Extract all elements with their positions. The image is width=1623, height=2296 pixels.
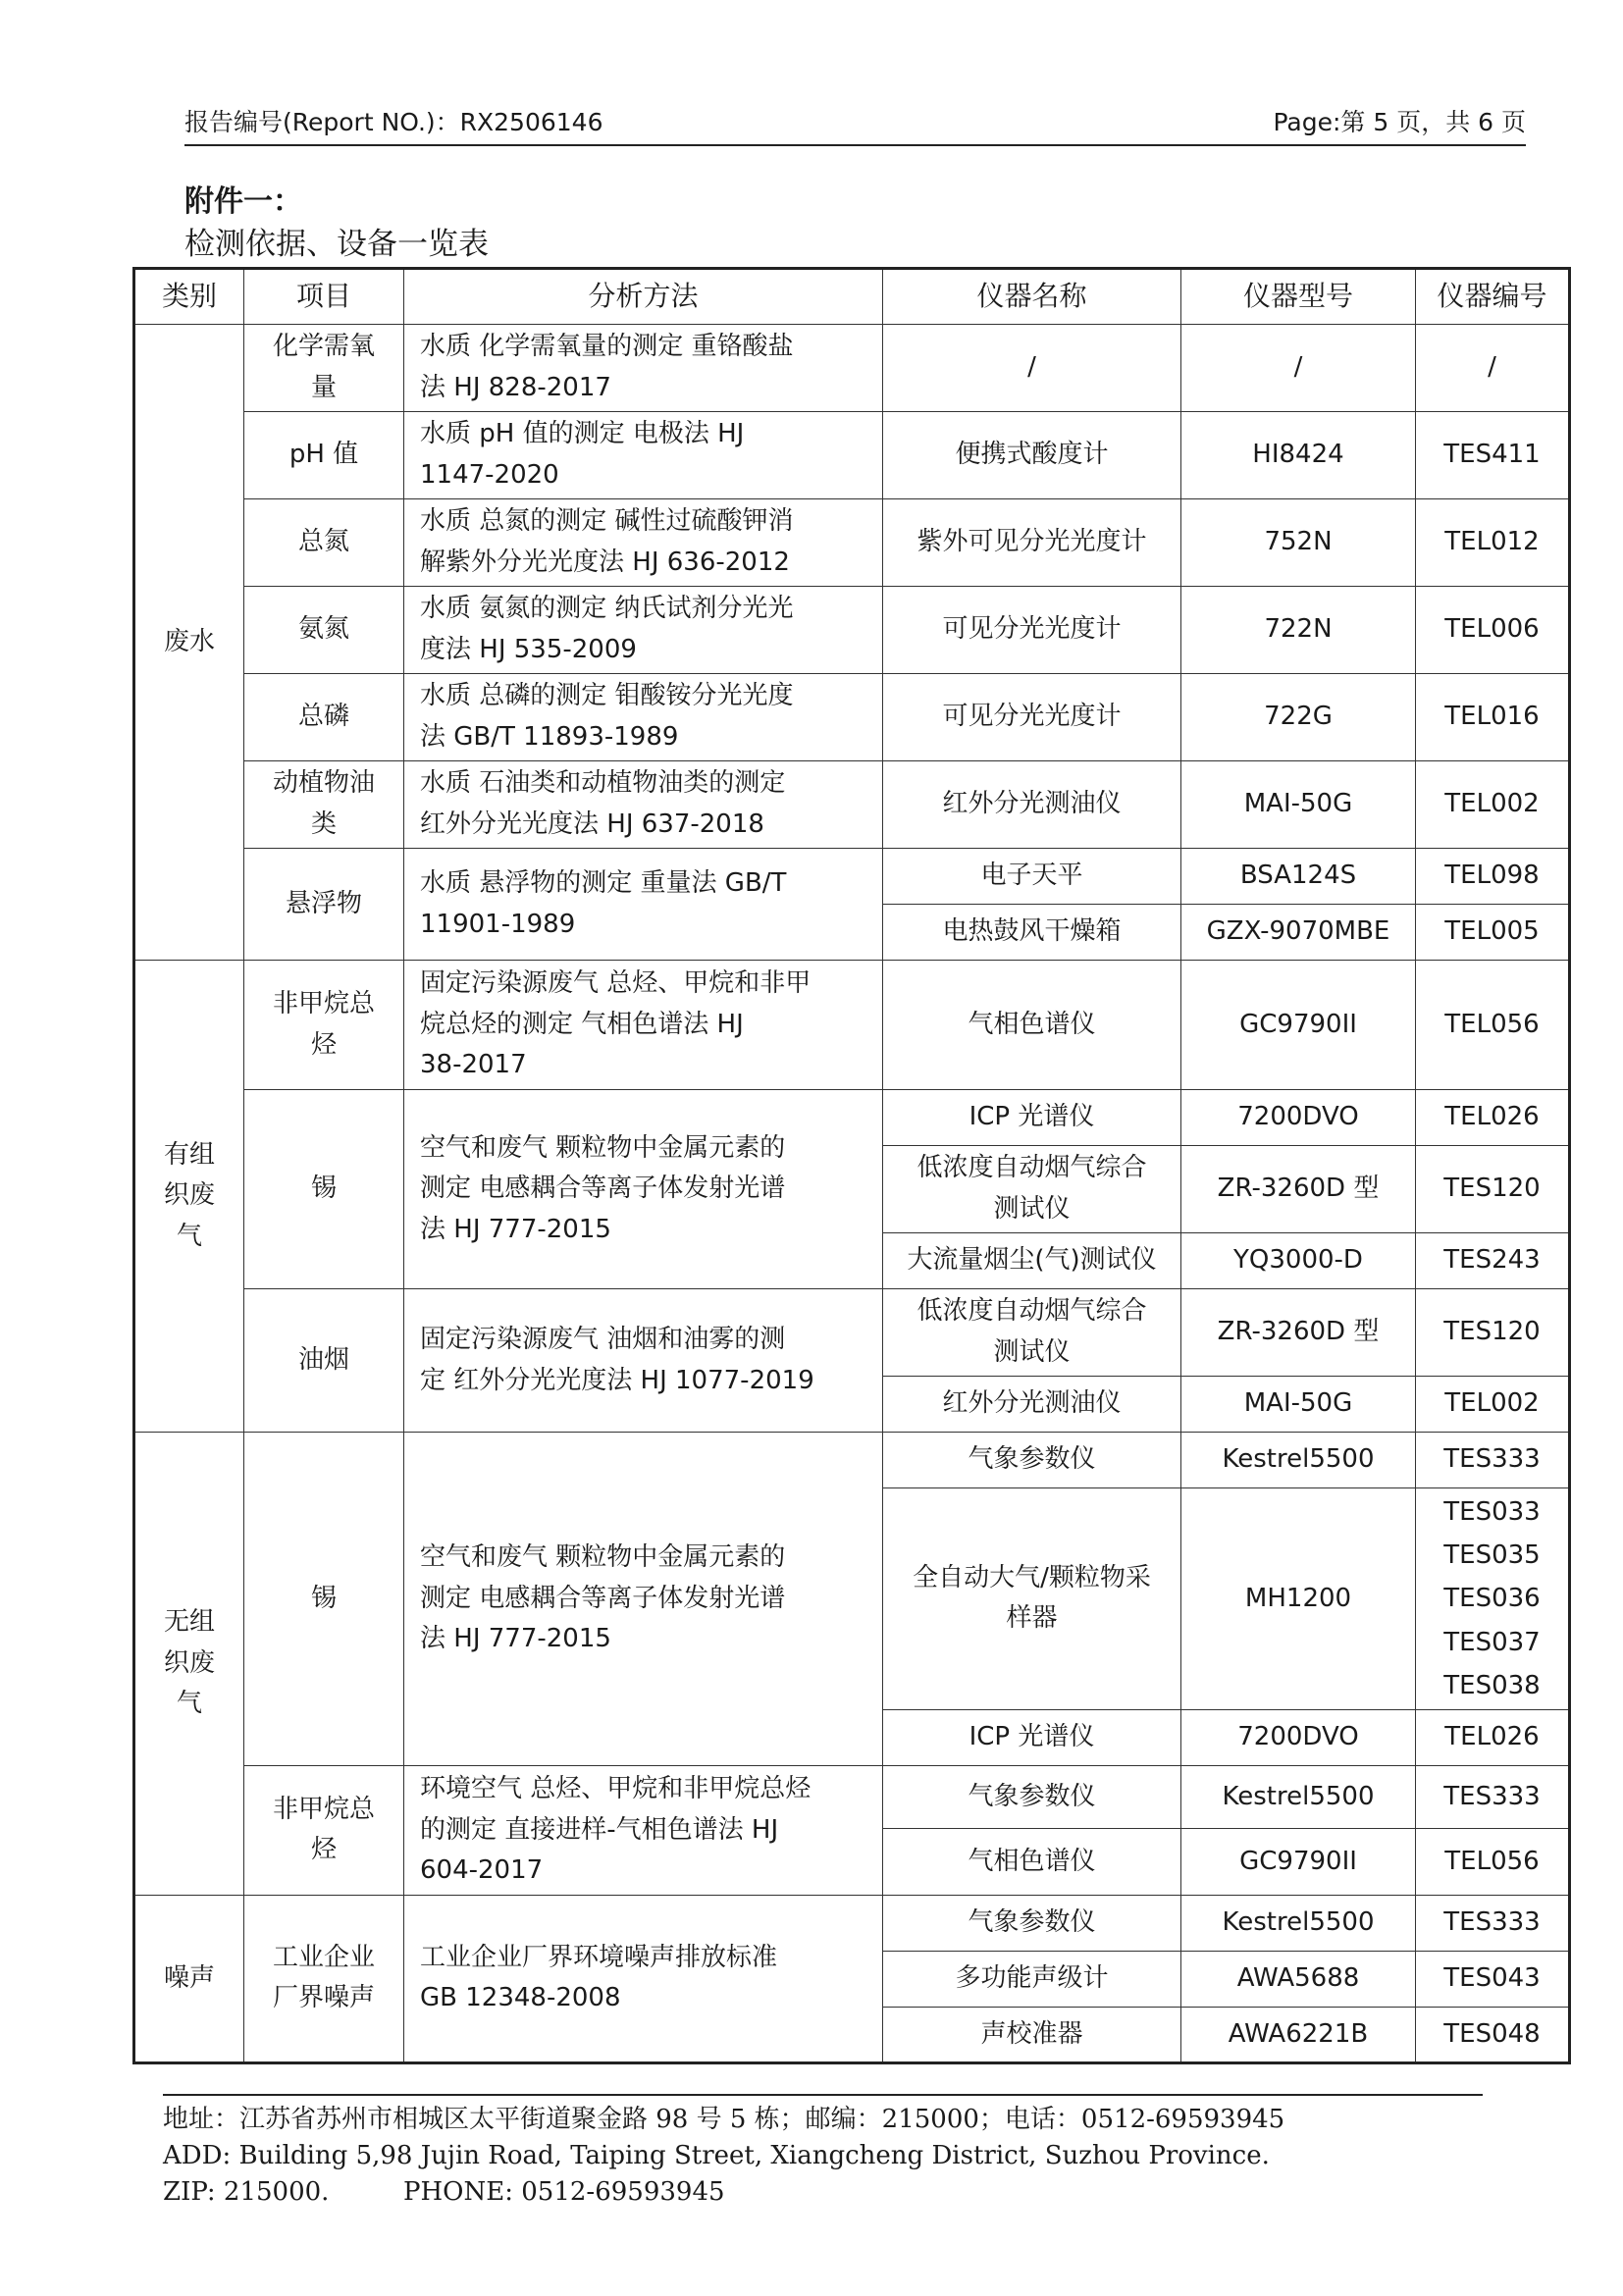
method-cell: 水质 总氮的测定 碱性过硫酸钾消 解紫外分光光度法 HJ 636-2012 (404, 499, 883, 587)
instrument-code-cell: TEL002 (1416, 761, 1570, 849)
table-row (134, 849, 1570, 905)
table-row (134, 1289, 1570, 1377)
instrument-model-cell: 7200DVO (1181, 1090, 1416, 1146)
instrument-name-cell: 低浓度自动烟气综合 测试仪 (883, 1146, 1181, 1233)
table-row (134, 1895, 1570, 1951)
instrument-model-cell: 7200DVO (1181, 1709, 1416, 1765)
instrument-name-cell: 低浓度自动烟气综合 测试仪 (883, 1289, 1181, 1377)
instrument-model-cell: Kestrel5500 (1181, 1895, 1416, 1951)
instrument-name-cell: 可见分光光度计 (883, 674, 1181, 761)
instrument-model-cell: Kestrel5500 (1181, 1433, 1416, 1488)
instrument-name-cell: 电子天平 (883, 849, 1181, 905)
instrument-code-cell: TEL056 (1416, 1828, 1570, 1895)
instrument-code-cell: TES043 (1416, 1951, 1570, 2007)
item-cell: 非甲烷总 烃 (244, 1765, 404, 1895)
method-cell: 工业企业厂界环境噪声排放标准 GB 12348-2008 (404, 1895, 883, 2062)
page-number: Page:第 5 页，共 6 页 (1273, 108, 1526, 136)
header-row (134, 269, 1570, 325)
instrument-code-cell: TEL005 (1416, 905, 1570, 961)
method-cell: 水质 悬浮物的测定 重量法 GB/T 11901-1989 (404, 849, 883, 961)
footer-zip-phone (163, 2174, 1483, 2211)
instrument-model-cell: YQ3000-D (1181, 1233, 1416, 1289)
instrument-model-cell: MAI-50G (1181, 761, 1416, 849)
method-cell: 空气和废气 颗粒物中金属元素的 测定 电感耦合等离子体发射光谱 法 HJ 777-2015 (404, 1090, 883, 1289)
item-cell: 工业企业 厂界噪声 (244, 1895, 404, 2062)
instrument-name-cell: 气相色谱仪 (883, 1828, 1181, 1895)
instrument-name-cell: 声校准器 (883, 2007, 1181, 2062)
equipment-table (132, 267, 1571, 2064)
instrument-model-cell: 722G (1181, 674, 1416, 761)
instrument-name-cell: 大流量烟尘(气)测试仪 (883, 1233, 1181, 1289)
table-row (134, 587, 1570, 674)
item-cell: 悬浮物 (244, 849, 404, 961)
instrument-model-cell: MAI-50G (1181, 1377, 1416, 1433)
table-row (134, 325, 1570, 412)
instrument-name-cell: 气象参数仪 (883, 1895, 1181, 1951)
instrument-name-cell: ICP 光谱仪 (883, 1709, 1181, 1765)
method-cell: 固定污染源废气 油烟和油雾的测 定 红外分光光度法 HJ 1077-2019 (404, 1289, 883, 1433)
instrument-model-cell: GZX-9070MBE (1181, 905, 1416, 961)
method-cell: 水质 氨氮的测定 纳氏试剂分光光 度法 HJ 535-2009 (404, 587, 883, 674)
instrument-model-cell: BSA124S (1181, 849, 1416, 905)
instrument-code-cell: TEL016 (1416, 674, 1570, 761)
footer-zip: ZIP: 215000. (163, 2177, 330, 2207)
table-row (134, 1090, 1570, 1146)
instrument-code-cell: TES411 (1416, 412, 1570, 499)
instrument-model-cell: GC9790II (1181, 1828, 1416, 1895)
table-row (134, 761, 1570, 849)
item-cell: 锡 (244, 1090, 404, 1289)
instrument-model-cell: HI8424 (1181, 412, 1416, 499)
instrument-code-cell: / (1416, 325, 1570, 412)
footer-phone: PHONE: 0512-69593945 (403, 2177, 725, 2207)
item-cell: 动植物油 类 (244, 761, 404, 849)
category-cell: 有组 织废 气 (134, 961, 244, 1433)
col-header-instrument-model: 仪器型号 (1181, 269, 1416, 325)
instrument-model-cell: AWA6221B (1181, 2007, 1416, 2062)
col-header-item: 项目 (244, 269, 404, 325)
page-footer (163, 2094, 1483, 2211)
method-cell: 水质 化学需氧量的测定 重铬酸盐 法 HJ 828-2017 (404, 325, 883, 412)
annex-subtitle: 检测依据、设备一览表 (184, 227, 489, 262)
instrument-name-cell: 可见分光光度计 (883, 587, 1181, 674)
instrument-code-cell: TES120 (1416, 1146, 1570, 1233)
table-row (134, 674, 1570, 761)
item-cell: 总磷 (244, 674, 404, 761)
instrument-model-cell: ZR-3260D 型 (1181, 1289, 1416, 1377)
method-cell: 环境空气 总烃、甲烷和非甲烷总烃 的测定 直接进样-气相色谱法 HJ 604-2017 (404, 1765, 883, 1895)
item-cell: 化学需氧 量 (244, 325, 404, 412)
instrument-model-cell: / (1181, 325, 1416, 412)
method-cell: 水质 pH 值的测定 电极法 HJ 1147-2020 (404, 412, 883, 499)
instrument-name-cell: 红外分光测油仪 (883, 761, 1181, 849)
table-row (134, 1765, 1570, 1828)
item-cell: 氨氮 (244, 587, 404, 674)
instrument-model-cell: GC9790II (1181, 961, 1416, 1090)
instrument-model-cell: ZR-3260D 型 (1181, 1146, 1416, 1233)
instrument-code-cell: TES243 (1416, 1233, 1570, 1289)
instrument-name-cell: 全自动大气/颗粒物采 样器 (883, 1488, 1181, 1710)
instrument-name-cell: 气象参数仪 (883, 1433, 1181, 1488)
category-cell: 噪声 (134, 1895, 244, 2062)
instrument-name-cell: 电热鼓风干燥箱 (883, 905, 1181, 961)
col-header-instrument-name: 仪器名称 (883, 269, 1181, 325)
instrument-code-cell: TEL098 (1416, 849, 1570, 905)
instrument-model-cell: MH1200 (1181, 1488, 1416, 1710)
instrument-name-cell: 红外分光测油仪 (883, 1377, 1181, 1433)
instrument-name-cell: ICP 光谱仪 (883, 1090, 1181, 1146)
instrument-name-cell: 便携式酸度计 (883, 412, 1181, 499)
instrument-code-cell: TES033 TES035 TES036 TES037 TES038 (1416, 1488, 1570, 1710)
page-header (184, 101, 1526, 146)
instrument-name-cell: 多功能声级计 (883, 1951, 1181, 2007)
footer-address-en: ADD: Building 5,98 Jujin Road, Taiping Street, Xiangcheng District, Suzhou Province. (163, 2141, 1270, 2170)
category-cell: 无组 织废 气 (134, 1433, 244, 1896)
instrument-code-cell: TEL012 (1416, 499, 1570, 587)
instrument-code-cell: TES048 (1416, 2007, 1570, 2062)
item-cell: 锡 (244, 1433, 404, 1766)
instrument-name-cell: 紫外可见分光光度计 (883, 499, 1181, 587)
method-cell: 水质 石油类和动植物油类的测定 红外分光光度法 HJ 637-2018 (404, 761, 883, 849)
instrument-code-cell: TES333 (1416, 1895, 1570, 1951)
instrument-model-cell: AWA5688 (1181, 1951, 1416, 2007)
item-cell: 非甲烷总 烃 (244, 961, 404, 1090)
instrument-model-cell: 722N (1181, 587, 1416, 674)
instrument-model-cell: Kestrel5500 (1181, 1765, 1416, 1828)
table-row (134, 412, 1570, 499)
col-header-method: 分析方法 (404, 269, 883, 325)
table-row (134, 1433, 1570, 1488)
method-cell: 水质 总磷的测定 钼酸铵分光光度 法 GB/T 11893-1989 (404, 674, 883, 761)
report-number: 报告编号(Report NO.)：RX2506146 (184, 108, 603, 136)
category-cell: 废水 (134, 325, 244, 961)
instrument-name-cell: 气象参数仪 (883, 1765, 1181, 1828)
instrument-code-cell: TEL056 (1416, 961, 1570, 1090)
col-header-category: 类别 (134, 269, 244, 325)
item-cell: 油烟 (244, 1289, 404, 1433)
footer-address-cn: 地址：江苏省苏州市相城区太平街道聚金路 98 号 5 栋；邮编：215000；电话：0512-69593945 (163, 2105, 1285, 2134)
instrument-model-cell: 752N (1181, 499, 1416, 587)
instrument-code-cell: TEL026 (1416, 1090, 1570, 1146)
instrument-name-cell: / (883, 325, 1181, 412)
instrument-code-cell: TES333 (1416, 1765, 1570, 1828)
instrument-code-cell: TEL002 (1416, 1377, 1570, 1433)
col-header-instrument-code: 仪器编号 (1416, 269, 1570, 325)
instrument-code-cell: TES333 (1416, 1433, 1570, 1488)
table-row (134, 961, 1570, 1090)
annex-title: 附件一： (184, 184, 302, 219)
instrument-name-cell: 气相色谱仪 (883, 961, 1181, 1090)
instrument-code-cell: TES120 (1416, 1289, 1570, 1377)
instrument-code-cell: TEL026 (1416, 1709, 1570, 1765)
item-cell: 总氮 (244, 499, 404, 587)
table-row (134, 499, 1570, 587)
method-cell: 固定污染源废气 总烃、甲烷和非甲 烷总烃的测定 气相色谱法 HJ 38-2017 (404, 961, 883, 1090)
item-cell: pH 值 (244, 412, 404, 499)
instrument-code-cell: TEL006 (1416, 587, 1570, 674)
method-cell: 空气和废气 颗粒物中金属元素的 测定 电感耦合等离子体发射光谱 法 HJ 777-2015 (404, 1433, 883, 1766)
